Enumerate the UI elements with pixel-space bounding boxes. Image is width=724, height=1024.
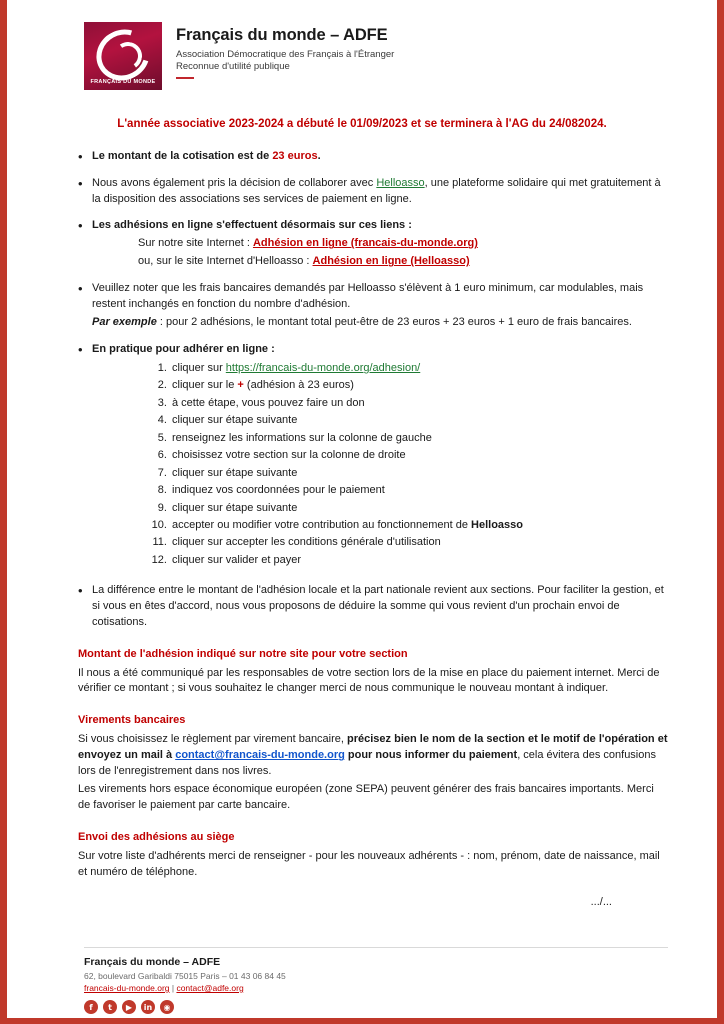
contact-email-link[interactable]: contact@francais-du-monde.org [175, 749, 345, 762]
step-text: cliquer sur étape suivante [172, 466, 298, 479]
online-link-line-1 [92, 236, 668, 252]
online-link-2-label: ou, sur le site Internet d'Helloasso : [138, 255, 313, 268]
step-text-bold: Helloasso [471, 518, 523, 531]
virements-text-a: Si vous choisissez le règlement par virement bancaire, [78, 733, 348, 746]
footer-links [84, 983, 668, 993]
bullet-helloasso [56, 176, 668, 208]
online-link-line-2 [92, 254, 668, 270]
step-text: choisissez votre section sur la colonne de droite [172, 449, 406, 462]
step-text: cliquer sur le [172, 379, 238, 392]
bullet-bank-fees [56, 281, 668, 331]
step-item [170, 448, 668, 464]
header-rule [176, 77, 194, 79]
bullet-difference-note: • La différence entre le montant de l'adhésion locale et la part nationale revient aux sections. Pour faciliter la gestion, et si vous en êtes d'accord, nous vous proposons de déduire la somme qui vous revient d'un prochain envoi de cotisations. [56, 583, 668, 631]
intro-statement: L'année associative 2023-2024 a débuté le 01/09/2023 et se terminera à l'AG du 24/082024. [117, 118, 607, 130]
bullet-cotisation-prefix: Le montant de la cotisation est de [92, 149, 273, 162]
youtube-icon[interactable]: ▶ [122, 1000, 136, 1014]
plus-icon: + [237, 379, 244, 392]
organization-logo [84, 22, 162, 90]
social-links [84, 1000, 668, 1014]
step-text: cliquer sur [172, 362, 226, 375]
left-edge-bar [0, 0, 7, 1024]
organization-status: Reconnue d'utilité publique [176, 61, 290, 72]
step-item [170, 483, 668, 499]
organization-name: Français du monde – ADFE [176, 26, 388, 44]
section-paragraph-virements-1 [56, 732, 668, 780]
virements-text-c: pour nous informer du paiement [344, 749, 518, 762]
footer-address: 62, boulevard Garibaldi 75015 Paris – 01 43 06 84 45 [84, 971, 286, 981]
bullet-cotisation-amount: 23 euros [272, 149, 318, 162]
section-paragraph-montant: Il nous a été communiqué par les responsables de votre section lors de la mise en place du paiement internet. Merci de vérifier ce montant ; si vous souhaitez le changer merci de nous communique le nouveau montant à indiquer. [78, 666, 660, 695]
adhesion-helloasso-link[interactable]: Adhésion en ligne (Helloasso) [312, 255, 470, 268]
virements-text-d: , cela évitera des confusions lors de l'enregistrement dans nos livres. [78, 749, 656, 778]
step-text: renseignez les informations sur la colonne de gauche [172, 431, 432, 444]
online-link-1-label: Sur notre site Internet : [138, 237, 253, 250]
adhesion-site-link[interactable]: Adhésion en ligne (francais-du-monde.org) [252, 237, 478, 250]
step-item [170, 466, 668, 482]
step-item [170, 535, 668, 551]
step-item [170, 553, 668, 569]
example-label: Par exemple [92, 316, 157, 329]
online-links-title: Les adhésions en ligne s'effectuent désormais sur ces liens : [92, 219, 412, 232]
document-header [56, 0, 668, 90]
footer-link-separator: | [169, 983, 177, 993]
section-paragraph-virements-2: Les virements hors espace économique européen (zone SEPA) peuvent générer des frais bancaires importants. Merci de favoriser le paiement par carte bancaire. [78, 783, 654, 812]
bottom-edge-bar [0, 1018, 724, 1024]
bullet-helloasso-part1: Nous avons également pris la décision de collaborer avec [92, 176, 377, 189]
bullet-helloasso-part2: , une plateforme solidaire qui met gratuitement à la disposition des associations ses services de paiement en ligne. [92, 176, 661, 205]
virements-text-b: précisez bien le nom de la section et le motif de l'opération et envoyez un mail à [78, 733, 668, 762]
organization-subtitle: Association Démocratique des Français à l'Étranger [176, 49, 395, 60]
step-text: à cette étape, vous pouvez faire un don [172, 396, 365, 409]
bank-fees-example [92, 315, 668, 331]
bullet-cotisation [56, 149, 668, 165]
twitter-icon[interactable]: t [103, 1000, 117, 1014]
footer-organization-name: Français du monde – ADFE [84, 956, 221, 968]
how-to-title: En pratique pour adhérer en ligne : [92, 343, 275, 356]
step-item [170, 396, 668, 412]
footer-website-link[interactable]: francais-du-monde.org [84, 983, 170, 993]
document-footer [0, 947, 724, 1024]
page-continuation-marker: .../... [590, 895, 612, 908]
step-text: cliquer sur accepter les conditions générale d'utilisation [172, 536, 441, 549]
step-text-post: (adhésion à 23 euros) [243, 379, 354, 392]
step-text: indiquez vos coordonnées pour le paiement [172, 484, 385, 497]
bullet-cotisation-suffix: . [317, 149, 321, 162]
how-to-steps [92, 361, 668, 569]
document-body [56, 90, 668, 911]
helloasso-link[interactable]: Helloasso [376, 176, 425, 189]
section-title-envoi: Envoi des adhésions au siège [78, 831, 235, 844]
step-text: cliquer sur étape suivante [172, 414, 298, 427]
step-item [170, 501, 668, 517]
step-item [170, 413, 668, 429]
bank-fees-text: Veuillez noter que les frais bancaires demandés par Helloasso s'élèvent à 1 euro minimum, car modulables, mais restent inchangés en fonction du nombre d'adhésion. [92, 282, 644, 311]
adhesion-url-link[interactable]: https://francais-du-monde.org/adhesion/ [225, 362, 421, 375]
step-item [170, 378, 668, 394]
linkedin-icon[interactable]: in [141, 1000, 155, 1014]
bullet-online-links [56, 218, 668, 270]
step-item [170, 361, 668, 377]
facebook-icon[interactable]: f [84, 1000, 98, 1014]
example-text: : pour 2 adhésions, le montant total peut-être de 23 euros + 23 euros + 1 euro de frais bancaires. [156, 316, 632, 329]
section-title-montant: Montant de l'adhésion indiqué sur notre site pour votre section [78, 647, 408, 660]
header-text-block [176, 22, 394, 79]
logo-caption: FRANÇAIS DU MONDE [90, 79, 156, 85]
footer-divider [84, 947, 668, 948]
section-title-virements: Virements bancaires [78, 714, 186, 727]
bullet-how-to [56, 342, 668, 569]
instagram-icon[interactable]: ◉ [160, 1000, 174, 1014]
right-edge-bar [717, 0, 724, 1024]
step-text: cliquer sur valider et payer [172, 553, 302, 566]
section-paragraph-envoi: Sur votre liste d'adhérents merci de renseigner - pour les nouveaux adhérents - : nom, prénom, date de naissance, mail et numéro de téléphone. [78, 849, 660, 878]
step-item [170, 518, 668, 534]
main-bullet-list [56, 149, 668, 569]
step-text: accepter ou modifier votre contribution au fonctionnement de [172, 518, 472, 531]
footer-email-link[interactable]: contact@adfe.org [176, 983, 244, 993]
step-item [170, 431, 668, 447]
step-text: cliquer sur étape suivante [172, 501, 298, 514]
